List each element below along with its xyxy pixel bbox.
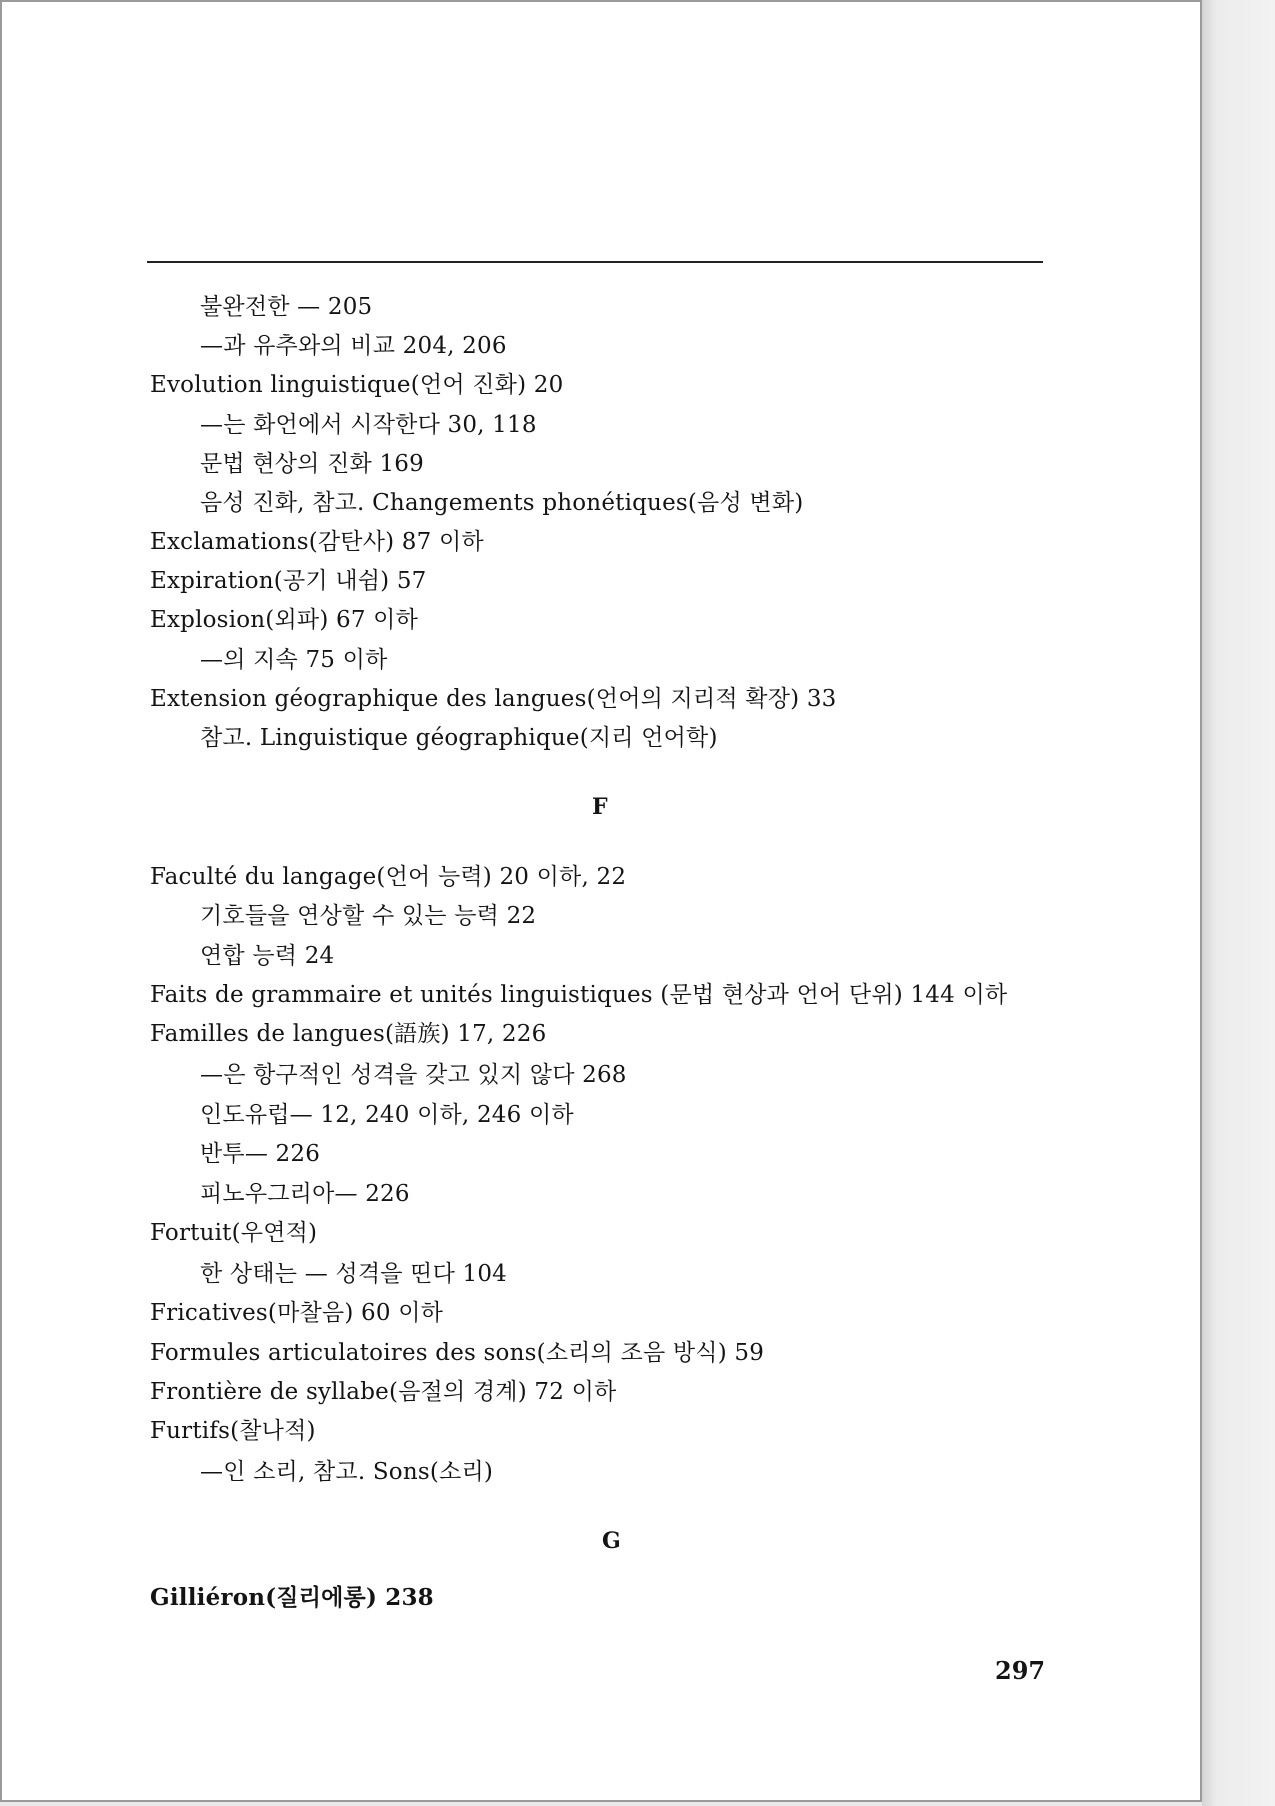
section-letter-g: G (602, 1528, 621, 1554)
index-entry: Explosion(외파) 67 이하 (150, 607, 419, 633)
header-rule (147, 261, 1043, 263)
index-entry: Expiration(공기 내쉼) 57 (150, 568, 427, 594)
index-entry: Gilliéron(질리에롱) 238 (150, 1584, 434, 1611)
index-entry: 음성 진화, 참고. Changements phonétiques(음성 변화) (200, 490, 804, 516)
index-entry: Faculté du langage(언어 능력) 20 이하, 22 (150, 864, 627, 890)
index-entry: 불완전한 — 205 (200, 294, 373, 320)
index-entry: Familles de langues(語族) 17, 226 (150, 1021, 547, 1047)
index-entry: 연합 능력 24 (200, 943, 335, 969)
index-entry: 피노우그리아— 226 (200, 1181, 410, 1207)
index-entry: 문법 현상의 진화 169 (200, 451, 424, 477)
index-entry: 반투— 226 (200, 1141, 321, 1167)
index-entry: —인 소리, 참고. Sons(소리) (200, 1459, 494, 1485)
index-entry: —은 항구적인 성격을 갖고 있지 않다 268 (200, 1062, 627, 1088)
index-entry: Fricatives(마찰음) 60 이하 (150, 1300, 444, 1326)
index-entry: —과 유추와의 비교 204, 206 (200, 333, 507, 359)
index-entry: 참고. Linguistique géographique(지리 언어학) (200, 725, 718, 751)
index-entry: 한 상태는 — 성격을 띤다 104 (200, 1261, 508, 1287)
index-entry: Extension géographique des langues(언어의 지리적 확장) 33 (150, 686, 837, 712)
section-letter-f: F (592, 794, 608, 820)
index-entry: Formules articulatoires des sons(소리의 조음 방식) 59 (150, 1340, 765, 1366)
index-entry: —는 화언에서 시작한다 30, 118 (200, 412, 537, 438)
index-entry: 인도유럽— 12, 240 이하, 246 이하 (200, 1102, 574, 1128)
index-entry: Evolution linguistique(언어 진화) 20 (150, 372, 564, 398)
index-entry: Fortuit(우연적) (150, 1220, 318, 1246)
index-entry: Faits de grammaire et unités linguistiques (문법 현상과 언어 단위) 144 이하 (150, 982, 1008, 1008)
page-edge-shadow (1202, 0, 1275, 1806)
index-entry: Exclamations(감탄사) 87 이하 (150, 529, 484, 555)
index-entry: 기호들을 연상할 수 있는 능력 22 (200, 903, 537, 929)
index-entry: Furtifs(찰나적) (150, 1418, 316, 1444)
index-entry: Frontière de syllabe(음절의 경계) 72 이하 (150, 1379, 617, 1405)
page-number: 297 (995, 1656, 1046, 1685)
index-entry: —의 지속 75 이하 (200, 647, 388, 673)
